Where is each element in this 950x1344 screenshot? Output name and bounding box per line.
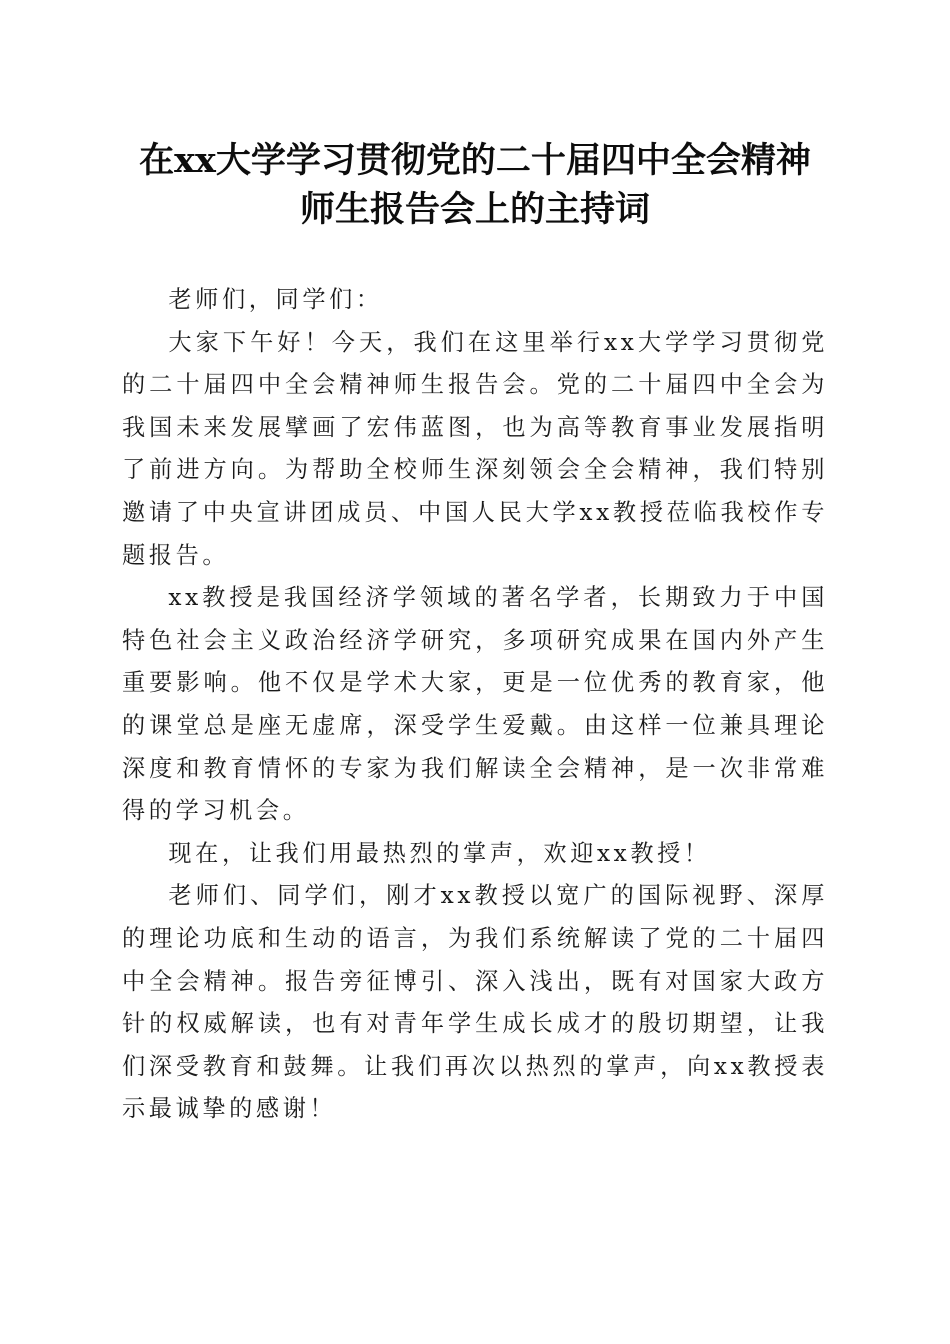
speaker-introduction-paragraph: xx教授是我国经济学领域的著名学者，长期致力于中国特色社会主义政治经济学研究，多项研究成果在国内外产生重要影响。他不仅是学术大家，更是一位优秀的教育家，他的课堂总是座无虚席，深受学生爱戴。由这样一位兼具理论深度和教育情怀的专家为我们解读全会精神，是一次非常难得的学习机会。: [122, 584, 828, 825]
opening-paragraph: 大家下午好！今天，我们在这里举行xx大学学习贯彻党的二十届四中全会精神师生报告会。党的二十届四中全会为我国未来发展擘画了宏伟蓝图，也为高等教育事业发展指明了前进方向。为帮助全校师生深刻领会全会精神，我们特别邀请了中央宣讲团成员、中国人民大学xx教授莅临我校作专题报告。: [122, 328, 828, 569]
closing-paragraph: 老师们、同学们，刚才xx教授以宽广的国际视野、深厚的理论功底和生动的语言，为我们系统解读了党的二十届四中全会精神。报告旁征博引、深入浅出，既有对国家大政方针的权威解读，也有对青年学生成长成才的殷切期望，让我们深受教育和鼓舞。让我们再次以热烈的掌声，向xx教授表示最诚挚的感谢！: [122, 882, 828, 1123]
document-title: [110, 136, 840, 234]
welcome-paragraph: 现在，让我们用最热烈的掌声，欢迎xx教授！: [168, 839, 711, 867]
document-body: [122, 279, 828, 1131]
salutation-paragraph: 老师们，同学们：: [168, 286, 383, 313]
title-line-2: 师生报告会上的主持词: [299, 189, 650, 230]
title-line-1: 在xx大学学习贯彻党的二十届四中全会精神: [139, 140, 811, 181]
